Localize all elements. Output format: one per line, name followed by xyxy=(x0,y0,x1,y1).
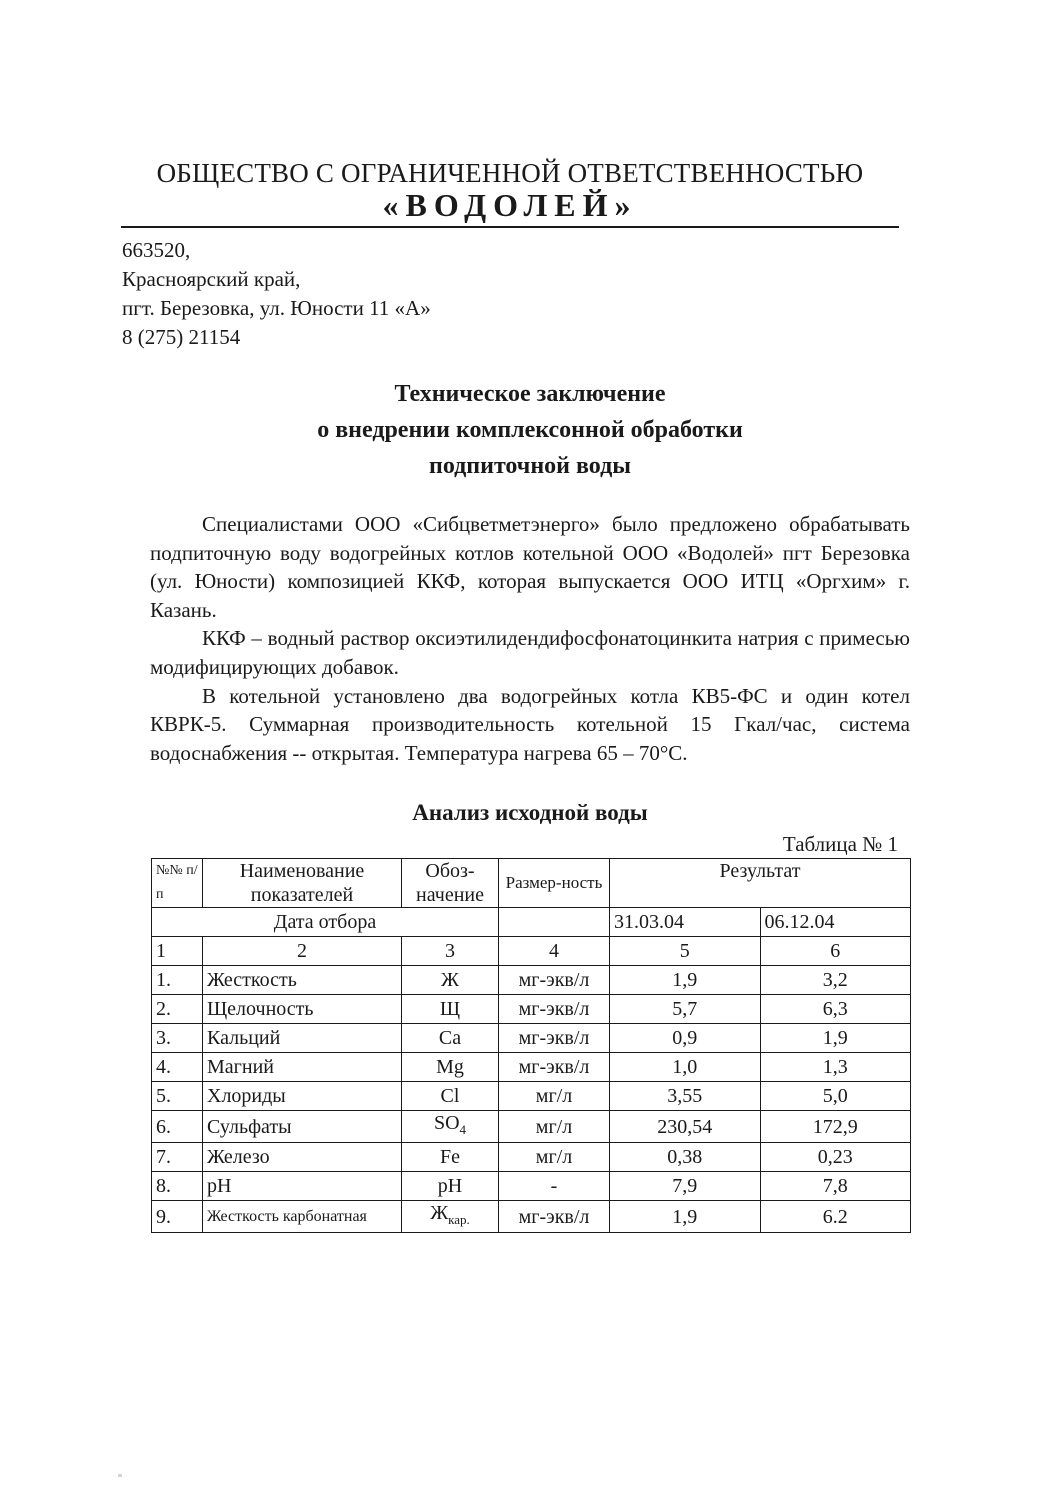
row-result-1: 5,7 xyxy=(610,995,761,1024)
table-header-row xyxy=(152,859,911,908)
column-number-row xyxy=(152,937,911,966)
address-street: пгт. Березовка, ул. Юности 11 «А» xyxy=(122,296,431,320)
org-address xyxy=(122,236,431,352)
row-symbol: Ca xyxy=(402,1024,499,1053)
row-symbol: Ж xyxy=(402,966,499,995)
symbol-subscript: кар. xyxy=(448,1212,470,1227)
col-num: 3 xyxy=(402,937,499,966)
col-num: 1 xyxy=(152,937,203,966)
row-result-2: 172,9 xyxy=(760,1111,911,1143)
row-result-2: 1,3 xyxy=(760,1053,911,1082)
row-result-1: 1,9 xyxy=(610,966,761,995)
row-name: pH xyxy=(203,1172,402,1201)
title-line: о внедрении комплексонной обработки xyxy=(317,417,743,443)
row-result-1: 7,9 xyxy=(610,1172,761,1201)
row-unit: мг/л xyxy=(499,1111,610,1143)
col-num: 5 xyxy=(610,937,761,966)
scan-speck xyxy=(118,1474,122,1477)
row-no: 6. xyxy=(152,1111,203,1143)
row-unit: - xyxy=(499,1172,610,1201)
row-unit: мг-экв/л xyxy=(499,1024,610,1053)
address-region: Красноярский край, xyxy=(122,267,301,291)
table-row xyxy=(152,1143,911,1172)
row-name: Жесткость xyxy=(203,966,402,995)
row-result-1: 230,54 xyxy=(610,1111,761,1143)
table-row xyxy=(152,1172,911,1201)
row-symbol: pH xyxy=(402,1172,499,1201)
row-result-2: 7,8 xyxy=(760,1172,911,1201)
org-name-heading: «ВОДОЛЕЙ» xyxy=(382,187,638,223)
col-num: 2 xyxy=(203,937,402,966)
row-result-2: 5,0 xyxy=(760,1082,911,1111)
col-num: 4 xyxy=(499,937,610,966)
title-line: Техническое заключение xyxy=(394,381,666,407)
row-name: Кальций xyxy=(203,1024,402,1053)
table-title: Анализ исходной воды xyxy=(412,800,648,825)
document-body xyxy=(150,510,910,767)
paragraph: Специалистами ООО «Сибцветметэнерго» было предложено обрабатывать подпиточную воду водогрейных котлов котельной ООО «Водолей» пгт Березовка (ул. Юности) композицией ККФ, которая выпускается ООО ИТЦ «Оргхим» г. Казань. xyxy=(150,512,910,622)
paragraph: ККФ – водный раствор оксиэтилидендифосфонатоцинкита натрия с примесью модифицирующих добавок. xyxy=(150,626,910,679)
row-result-2: 6,3 xyxy=(760,995,911,1024)
row-symbol: Щ xyxy=(402,995,499,1024)
symbol-base: SO xyxy=(433,1112,460,1134)
row-result-1: 0,9 xyxy=(610,1024,761,1053)
row-unit: мг-экв/л xyxy=(499,995,610,1024)
row-name: Хлориды xyxy=(203,1082,402,1111)
row-no: 5. xyxy=(152,1082,203,1111)
row-no: 4. xyxy=(152,1053,203,1082)
row-symbol xyxy=(402,1201,499,1233)
row-no: 2. xyxy=(152,995,203,1024)
org-type-heading: ОБЩЕСТВО С ОГРАНИЧЕННОЙ ОТВЕТСТВЕННОСТЬЮ xyxy=(156,158,864,188)
row-name: Жесткость карбонатная xyxy=(203,1201,402,1233)
row-unit: мг-экв/л xyxy=(499,1053,610,1082)
table-row xyxy=(152,1201,911,1233)
row-no: 3. xyxy=(152,1024,203,1053)
header-no: №№ п/п xyxy=(152,859,203,908)
row-result-2: 6.2 xyxy=(760,1201,911,1233)
row-symbol xyxy=(402,1111,499,1143)
row-no: 8. xyxy=(152,1172,203,1201)
header-symbol: Обоз-начение xyxy=(402,859,499,908)
col-num: 6 xyxy=(760,937,911,966)
date-row xyxy=(152,908,911,937)
row-result-1: 1,0 xyxy=(610,1053,761,1082)
row-symbol: Fe xyxy=(402,1143,499,1172)
title-line: подпиточной воды xyxy=(429,453,631,479)
table-row xyxy=(152,966,911,995)
row-result-2: 0,23 xyxy=(760,1143,911,1172)
header-unit: Размер-ность xyxy=(499,859,610,908)
header-name: Наименование показателей xyxy=(203,859,402,908)
row-unit: мг/л xyxy=(499,1143,610,1172)
date-1: 31.03.04 xyxy=(610,908,761,937)
water-analysis-table xyxy=(151,858,911,1233)
table-row xyxy=(152,1024,911,1053)
symbol-base: Ж xyxy=(430,1202,449,1224)
document-title xyxy=(140,376,920,484)
paragraph: В котельной установлено два водогрейных котла КВ5-ФС и один котел КВРК-5. Суммарная производительность котельной 15 Гкал/час, система водоснабжения -- открытая. Температура нагрева 65 – 70°С. xyxy=(150,683,910,765)
address-phone: 8 (275) 21154 xyxy=(122,325,241,349)
row-no: 7. xyxy=(152,1143,203,1172)
row-symbol: Mg xyxy=(402,1053,499,1082)
row-unit: мг/л xyxy=(499,1082,610,1111)
row-result-1: 1,9 xyxy=(610,1201,761,1233)
row-name: Железо xyxy=(203,1143,402,1172)
row-unit: мг-экв/л xyxy=(499,1201,610,1233)
table-row xyxy=(152,1053,911,1082)
date-label: Дата отбора xyxy=(152,908,499,937)
row-result-2: 1,9 xyxy=(760,1024,911,1053)
row-name: Сульфаты xyxy=(203,1111,402,1143)
address-postcode: 663520, xyxy=(122,238,191,262)
table-row xyxy=(152,1082,911,1111)
row-result-2: 3,2 xyxy=(760,966,911,995)
symbol-subscript: 4 xyxy=(459,1122,467,1137)
row-name: Щелочность xyxy=(203,995,402,1024)
row-no: 1. xyxy=(152,966,203,995)
row-name: Магний xyxy=(203,1053,402,1082)
header-result: Результат xyxy=(610,859,911,908)
header-divider xyxy=(121,226,899,228)
table-row xyxy=(152,995,911,1024)
row-unit: мг-экв/л xyxy=(499,966,610,995)
table-row xyxy=(152,1111,911,1143)
row-result-1: 3,55 xyxy=(610,1082,761,1111)
row-symbol: Cl xyxy=(402,1082,499,1111)
row-no: 9. xyxy=(152,1201,203,1233)
date-unit-empty xyxy=(499,908,610,937)
row-result-1: 0,38 xyxy=(610,1143,761,1172)
table-caption: Таблица № 1 xyxy=(782,832,898,856)
date-2: 06.12.04 xyxy=(760,908,911,937)
